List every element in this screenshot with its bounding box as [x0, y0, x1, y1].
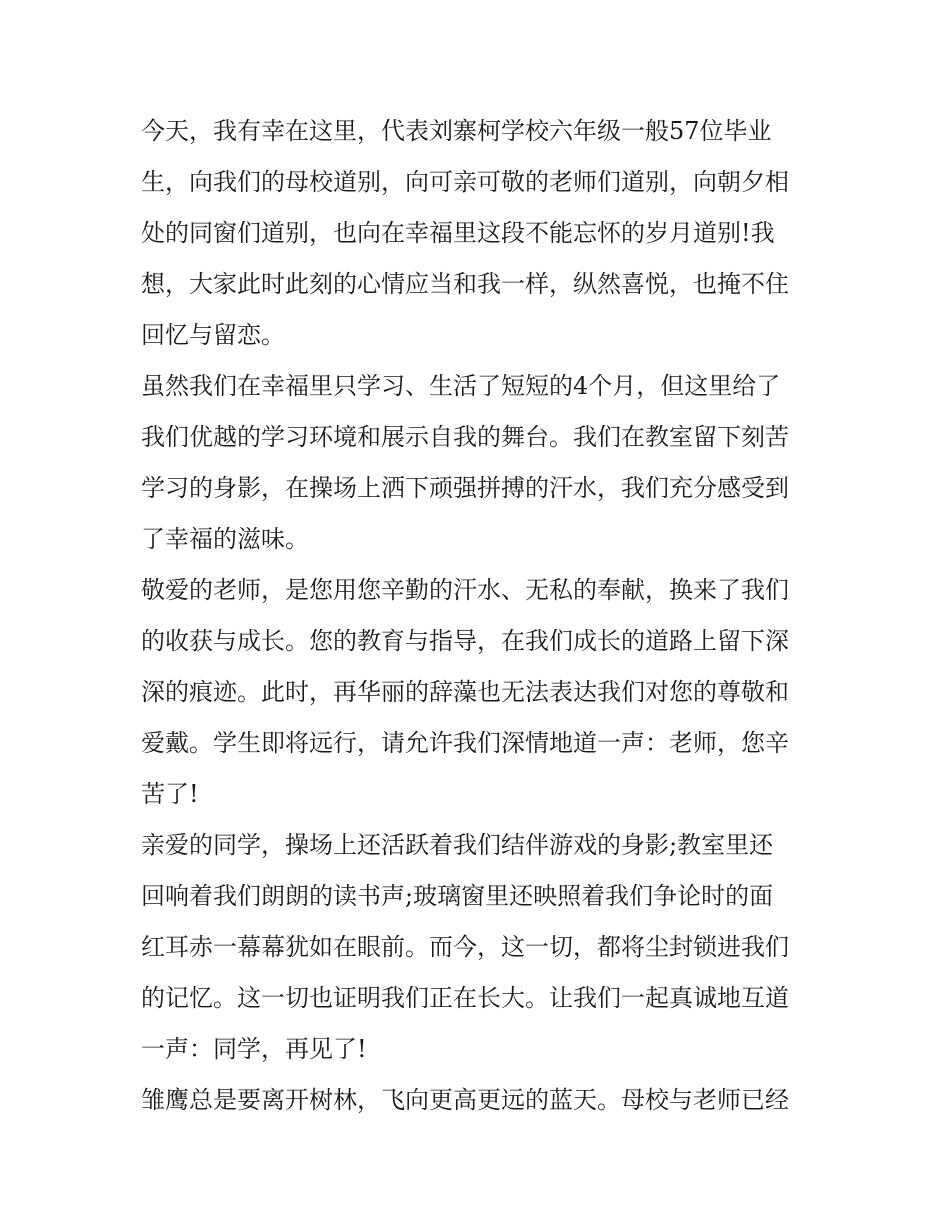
text-line: 学习的身影，在操场上洒下顽强拼搏的汗水，我们充分感受到 [141, 474, 789, 502]
text-line: 的收获与成长。您的教育与指导，在我们成长的道路上留下深 [141, 627, 789, 655]
text-line: 回响着我们朗朗的读书声;玻璃窗里还映照着我们争论时的面 [141, 882, 774, 910]
text-line: 亲爱的同学，操场上还活跃着我们结伴游戏的身影;教室里还 [141, 831, 774, 859]
speech-body-text [141, 106, 821, 1126]
text-line: 虽然我们在幸福里只学习、生活了短短的4个月，但这里给了 [141, 372, 781, 400]
text-line: 雏鹰总是要离开树林，飞向更高更远的蓝天。母校与老师已经 [141, 1086, 789, 1114]
text-line: 生，向我们的母校道别，向可亲可敬的老师们道别，向朝夕相 [141, 168, 789, 196]
text-line: 苦了! [141, 780, 199, 808]
text-line: 红耳赤一幕幕犹如在眼前。而今，这一切，都将尘封锁进我们 [141, 933, 789, 961]
text-line: 深的痕迹。此时，再华丽的辞藻也无法表达我们对您的尊敬和 [141, 678, 789, 706]
text-line: 爱戴。学生即将远行，请允许我们深情地道一声：老师，您辛 [141, 729, 789, 757]
text-line: 敬爱的老师，是您用您辛勤的汗水、无私的奉献，换来了我们 [141, 576, 789, 604]
text-line: 想，大家此时此刻的心情应当和我一样，纵然喜悦，也掩不住 [141, 270, 789, 298]
text-line: 的记忆。这一切也证明我们正在长大。让我们一起真诚地互道 [141, 984, 789, 1012]
text-line: 回忆与留恋。 [141, 321, 285, 349]
text-line: 处的同窗们道别，也向在幸福里这段不能忘怀的岁月道别!我 [141, 219, 775, 247]
text-line: 我们优越的学习环境和展示自我的舞台。我们在教室留下刻苦 [141, 423, 789, 451]
text-line: 一声：同学，再见了! [141, 1035, 367, 1063]
text-line: 了幸福的滋味。 [141, 525, 309, 553]
text-line: 今天，我有幸在这里，代表刘寨柯学校六年级一般57位毕业 [141, 117, 772, 145]
